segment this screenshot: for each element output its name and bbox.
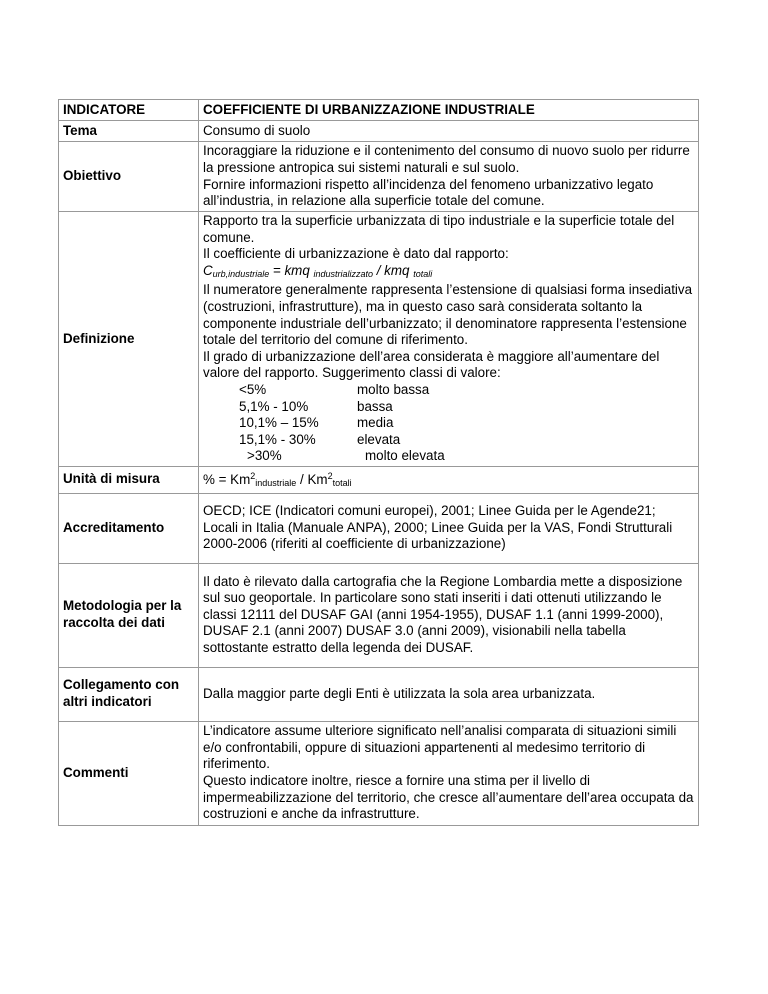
class-label-4: elevata — [357, 431, 401, 447]
formula-c: C — [203, 262, 213, 278]
obiettivo-paragraph-2: Fornire informazioni rispetto all’incidenza del fenomeno urbanizzativo legato all’industria, in relazione alla superficie totale del comune. — [203, 176, 654, 209]
collegamento-label: Collegamento con altri indicatori — [59, 667, 199, 721]
formula-num-sub: industrializzato — [313, 268, 374, 279]
tema-label: Tema — [59, 121, 199, 142]
commenti-value — [199, 721, 699, 825]
row-definizione — [59, 212, 699, 467]
class-range-5: >30% — [247, 448, 282, 464]
class-range-4: 15,1% - 30% — [239, 431, 316, 447]
commenti-paragraph-2: Questo indicatore inoltre, riesce a fornire una stima per il livello di impermeabilizzazione del territorio, che cresce all’aumentare dell’area occupata da costruzioni e anche da infrastrutture. — [203, 773, 694, 822]
unita-pre: % = Km — [203, 471, 251, 487]
row-commenti — [59, 721, 699, 825]
row-accreditamento — [59, 493, 699, 563]
obiettivo-paragraph-1: Incoraggiare la riduzione e il contenimento del consumo di nuovo suolo per ridurre la pressione antropica sui sistemi naturali e sul suolo. — [203, 143, 690, 175]
definizione-paragraph-2: Il coefficiente di urbanizzazione è dato dal rapporto: — [203, 246, 509, 262]
definizione-paragraph-1: Rapporto tra la superficie urbanizzata di tipo industriale e la superficie totale del comune. — [203, 213, 675, 245]
indicator-table — [58, 99, 699, 826]
class-label-1: molto bassa — [357, 381, 430, 397]
class-range-3: 10,1% – 15% — [239, 415, 319, 431]
indicatore-label: INDICATORE — [59, 100, 199, 121]
obiettivo-value — [199, 142, 699, 212]
metodologia-value: Il dato è rilevato dalla cartografia che la Regione Lombardia mette a disposizione sul suo geoportale. In particolare sono stati inseriti i dati ottenuti utilizzando le classi 12111 del DUSAF GAI (anni 1954-1955), DUSAF 1.1 (anni 1999-2000), DUSAF 2.1 (anni 2007) DUSAF 3.0 (anni 2009), visionabili nella tabella sottostante estratto della legenda dei DUSAF. — [199, 563, 699, 667]
row-unita — [59, 466, 699, 493]
obiettivo-label: Obiettivo — [59, 142, 199, 212]
formula-den-sub: totali — [413, 268, 433, 279]
indicatore-title: COEFFICIENTE DI URBANIZZAZIONE INDUSTRIALE — [199, 100, 699, 121]
collegamento-value: Dalla maggior parte degli Enti è utilizzata la sola area urbanizzata. — [199, 667, 699, 721]
class-label-2: bassa — [357, 398, 393, 414]
definizione-value — [199, 212, 699, 467]
unita-sub-1: industriale — [255, 477, 297, 488]
row-metodologia — [59, 563, 699, 667]
definizione-formula — [203, 263, 694, 283]
tema-value: Consumo di suolo — [199, 121, 699, 142]
definizione-label: Definizione — [59, 212, 199, 467]
unita-exp-2: 2 — [327, 470, 333, 481]
value-classes-list — [239, 382, 694, 465]
definizione-paragraph-4: Il grado di urbanizzazione dell’area considerata è maggiore all’aumentare del valore del rapporto. Suggerimento classi di valore: — [203, 348, 660, 381]
formula-eq: = kmq — [269, 262, 314, 278]
accreditamento-value: OECD; ICE (Indicatori comuni europei), 2001; Linee Guida per le Agende21; Locali in Italia (Manuale ANPA), 2000; Linee Guida per la VAS, Fondi Strutturali 2000-2006 (riferiti al coefficiente di urbanizzazione) — [199, 493, 699, 563]
unita-exp-1: 2 — [250, 470, 256, 481]
unita-div: / Km — [296, 471, 328, 487]
commenti-label: Commenti — [59, 721, 199, 825]
row-tema — [59, 121, 699, 142]
commenti-paragraph-1: L’indicatore assume ulteriore significato nell’analisi comparata di situazioni simili e/o confrontabili, oppure di situazioni appartenenti al medesimo territorio di riferimento. — [203, 723, 677, 772]
class-range-2: 5,1% - 10% — [239, 398, 309, 414]
accreditamento-label: Accreditamento — [59, 493, 199, 563]
class-label-3: media — [357, 415, 394, 431]
formula-c-sub: urb,industriale — [212, 268, 270, 279]
row-indicatore — [59, 100, 699, 121]
definizione-paragraph-3: Il numeratore generalmente rappresenta l’estensione di qualsiasi forma insediativa (costruzioni, infrastrutture), ma in questo caso sarà considerata soltanto la componente industriale dell’urbanizzato; il denominatore rappresenta l’estensione totale del territorio del comune di riferimento. — [203, 282, 693, 348]
formula-div: / kmq — [373, 262, 414, 278]
class-label-5: molto elevata — [365, 448, 445, 464]
row-collegamento — [59, 667, 699, 721]
class-range-1: <5% — [239, 381, 267, 397]
unita-value — [199, 466, 699, 493]
unita-sub-2: totali — [332, 477, 352, 488]
unita-label: Unità di misura — [59, 466, 199, 493]
row-obiettivo — [59, 142, 699, 212]
metodologia-label: Metodologia per la raccolta dei dati — [59, 563, 199, 667]
